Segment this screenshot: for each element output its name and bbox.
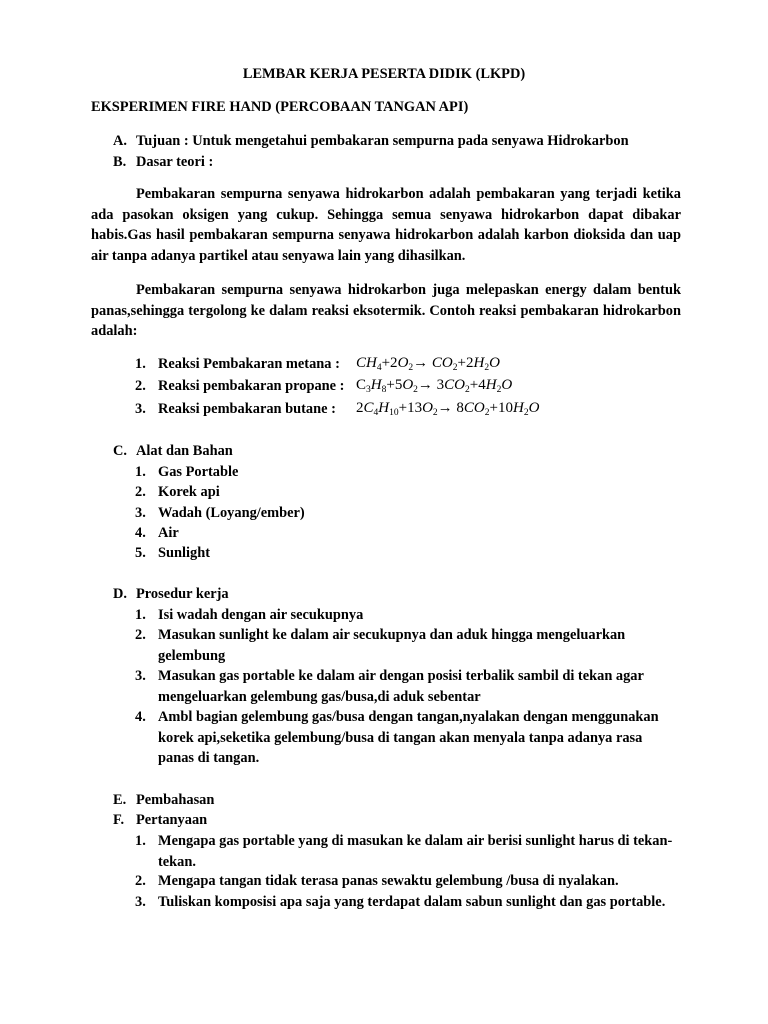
section-letter: A. <box>113 133 127 149</box>
reaction-label: Reaksi pembakaran propane : <box>158 378 345 394</box>
question-item: 3. Tuliskan komposisi apa saja yang terdapat dalam sabun sunlight dan gas portable. <box>135 894 666 910</box>
theory-paragraph-2: Pembakaran sempurna senyawa hidrokarbon juga melepaskan energy dalam bentuk panas,sehingga tergolong ke dalam reaksi eksotermik. Contoh reaksi pembakaran hidrokarbon adalah: <box>91 282 681 340</box>
reaction-item: 1. Reaksi Pembakaran metana : <box>135 356 340 372</box>
section-letter: B. <box>113 154 127 170</box>
reaction-item: 3. Reaksi pembakaran butane : <box>135 401 336 417</box>
reaction-item: 2. Reaksi pembakaran propane : <box>135 378 345 394</box>
section-f: F. Pertanyaan <box>113 812 208 828</box>
section-text: Pembahasan <box>136 792 215 808</box>
procedure-step: 3. Masukan gas portable ke dalam air dengan posisi terbalik sambil di tekan agar mengeluarkan gelembung gas/busa,di aduk sebentar <box>135 668 644 705</box>
material-item: 4. Air <box>135 525 179 541</box>
section-text: Dasar teori : <box>136 154 214 170</box>
procedure-step: 4. Ambl bagian gelembung gas/busa dengan tangan,nyalakan dengan menggunakan korek api,seketika gelembung/busa di tangan akan menyala tanpa adanya rasa panas di tangan. <box>135 709 659 767</box>
procedure-step: 1. Isi wadah dengan air secukupnya <box>135 607 364 623</box>
reaction-label: Reaksi Pembakaran metana : <box>158 356 340 372</box>
section-text: Pertanyaan <box>136 812 208 828</box>
material-item: 5. Sunlight <box>135 545 210 561</box>
section-a <box>113 131 629 152</box>
section-b <box>113 152 213 173</box>
theory-paragraph-1: Pembakaran sempurna senyawa hidrokarbon adalah pembakaran yang terjadi ketika ada pasokan oksigen yang cukup. Sehingga semua senyawa hidrokarbon dapat dibakar habis.Gas hasil pembakaran sempurna senyawa hidrokarbon adalah karbon dioksida dan uap air tanpa adanya partikel atau senyawa lain yang dihasilkan. <box>91 186 681 264</box>
section-c: C. Alat dan Bahan <box>113 443 233 459</box>
question-item: 2. Mengapa tangan tidak terasa panas sewaktu gelembung /busa di nyalakan. <box>135 873 619 889</box>
page-title: LEMBAR KERJA PESERTA DIDIK (LKPD) <box>242 66 526 82</box>
section-d: D. Prosedur kerja <box>113 586 229 602</box>
procedure-step: 2. Masukan sunlight ke dalam air secukupnya dan aduk hingga mengeluarkan gelembung <box>135 627 626 664</box>
butane-equation: $2C_4H_{10}+13O_2\to 8CO_2+10H_2O$ <box>356 400 540 418</box>
experiment-subtitle: EKSPERIMEN FIRE HAND (PERCOBAAN TANGAN API) <box>91 99 469 115</box>
material-item: 3. Wadah (Loyang/ember) <box>135 505 305 521</box>
propane-equation: $C_3H_8+5O_2\to 3CO_2+4H_2O$ <box>356 377 513 395</box>
question-item: 1. Mengapa gas portable yang di masukan ke dalam air berisi sunlight harus di tekan-tekan. <box>135 833 673 870</box>
material-item: 1. Gas Portable <box>135 464 239 480</box>
reaction-label: Reaksi pembakaran butane : <box>158 401 336 417</box>
section-e: E. Pembahasan <box>113 792 215 808</box>
section-text: Alat dan Bahan <box>136 443 233 459</box>
section-text: Tujuan : Untuk mengetahui pembakaran sempurna pada senyawa Hidrokarbon <box>136 133 629 149</box>
methane-equation: $CH_4+2O_2\to CO_2+2H_2O$ <box>356 355 500 373</box>
material-item: 2. Korek api <box>135 484 220 500</box>
section-text: Prosedur kerja <box>136 586 229 602</box>
